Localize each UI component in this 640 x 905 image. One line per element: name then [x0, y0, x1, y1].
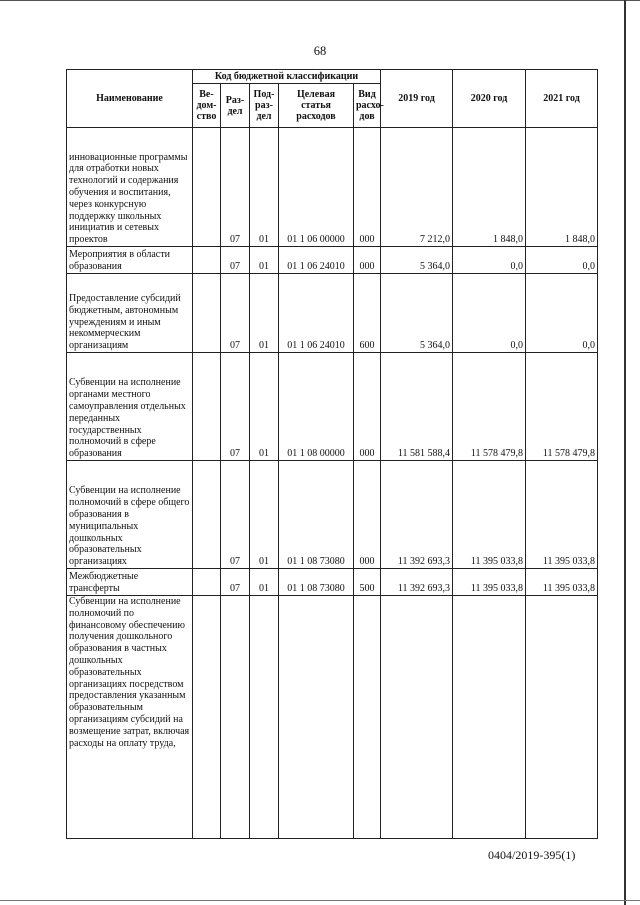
- row-name: Предоставление субсидий бюджетным, автономным учреждениям и иным некоммерческим организациям: [67, 274, 193, 353]
- row-2020: 0,0: [453, 274, 526, 353]
- header-name: Наименование: [67, 70, 193, 128]
- scan-edge-top: [0, 0, 640, 1]
- header-razdel: Раз- дел: [221, 84, 250, 128]
- row-2021: 11 395 033,8: [526, 569, 598, 596]
- row-podrazdel: 01: [250, 247, 279, 274]
- row-razdel: [221, 596, 250, 839]
- row-vedomstvo: [193, 353, 221, 461]
- row-vid: 600: [354, 274, 381, 353]
- row-razdel: 07: [221, 461, 250, 569]
- row-vid: 000: [354, 353, 381, 461]
- row-2021: 0,0: [526, 274, 598, 353]
- table-row: [67, 128, 598, 247]
- row-podrazdel: 01: [250, 274, 279, 353]
- row-razdel: 07: [221, 569, 250, 596]
- row-2019: 11 392 693,3: [381, 569, 453, 596]
- scan-edge-right: [624, 0, 626, 905]
- row-2019: [381, 596, 453, 839]
- row-2020: 0,0: [453, 247, 526, 274]
- table-row: [67, 247, 598, 274]
- row-name: инновационные программы для отработки новых технологий и содержания обучения и воспитания, через конкурсную поддержку школьных инициатив и сетевых проектов: [67, 128, 193, 247]
- row-name: Межбюджетные трансферты: [67, 569, 193, 596]
- row-podrazdel: 01: [250, 128, 279, 247]
- header-tselevaya: Целевая статья расходов: [279, 84, 354, 128]
- header-2021: 2021 год: [526, 70, 598, 128]
- row-vedomstvo: [193, 596, 221, 839]
- row-razdel: 07: [221, 128, 250, 247]
- row-2019: 5 364,0: [381, 274, 453, 353]
- row-2020: 11 395 033,8: [453, 461, 526, 569]
- row-2021: 11 395 033,8: [526, 461, 598, 569]
- row-vid: 000: [354, 128, 381, 247]
- row-2021: 11 578 479,8: [526, 353, 598, 461]
- row-name: Субвенции на исполнение полномочий по финансовому обеспечению получения дошкольного образования в частных дошкольных образовательных организациях посредством предоставления указанным образовательным организациям субсидий на возмещение затрат, включая расходы на оплату труда,: [67, 596, 193, 839]
- row-podrazdel: 01: [250, 569, 279, 596]
- table-header: [67, 70, 598, 128]
- row-vedomstvo: [193, 247, 221, 274]
- row-tselevaya: 01 1 06 24010: [279, 274, 354, 353]
- header-2019: 2019 год: [381, 70, 453, 128]
- row-vedomstvo: [193, 569, 221, 596]
- row-2020: 11 578 479,8: [453, 353, 526, 461]
- row-name: Субвенции на исполнение органами местного самоуправления отдельных переданных государственных полномочий в сфере образования: [67, 353, 193, 461]
- row-tselevaya: 01 1 08 73080: [279, 461, 354, 569]
- row-name: Мероприятия в области образования: [67, 247, 193, 274]
- row-vid: 000: [354, 461, 381, 569]
- header-vedomstvo: Ве- дом- ство: [193, 84, 221, 128]
- row-2020: 11 395 033,8: [453, 569, 526, 596]
- row-2019: 11 392 693,3: [381, 461, 453, 569]
- row-tselevaya: [279, 596, 354, 839]
- row-vedomstvo: [193, 461, 221, 569]
- header-podrazdel: Под- раз- дел: [250, 84, 279, 128]
- row-vid: [354, 596, 381, 839]
- page-number: 68: [313, 44, 327, 58]
- table-row: [67, 596, 598, 839]
- table-row: [67, 461, 598, 569]
- table-row: [67, 274, 598, 353]
- row-2019: 11 581 588,4: [381, 353, 453, 461]
- header-vid: Вид расхо- дов: [354, 84, 381, 128]
- row-name: Субвенции на исполнение полномочий в сфере общего образования в муниципальных дошкольных образовательных организациях: [67, 461, 193, 569]
- row-2021: 1 848,0: [526, 128, 598, 247]
- row-tselevaya: 01 1 06 24010: [279, 247, 354, 274]
- row-vid: 000: [354, 247, 381, 274]
- row-2020: [453, 596, 526, 839]
- row-tselevaya: 01 1 08 73080: [279, 569, 354, 596]
- budget-table: [66, 69, 598, 839]
- row-razdel: 07: [221, 353, 250, 461]
- row-vedomstvo: [193, 274, 221, 353]
- scan-edge-bottom: [0, 900, 640, 901]
- row-tselevaya: 01 1 06 00000: [279, 128, 354, 247]
- row-2020: 1 848,0: [453, 128, 526, 247]
- row-2021: [526, 596, 598, 839]
- row-2019: 7 212,0: [381, 128, 453, 247]
- row-2021: 0,0: [526, 247, 598, 274]
- row-2019: 5 364,0: [381, 247, 453, 274]
- header-2020: 2020 год: [453, 70, 526, 128]
- row-podrazdel: [250, 596, 279, 839]
- row-vedomstvo: [193, 128, 221, 247]
- row-razdel: 07: [221, 247, 250, 274]
- header-code-group: Код бюджетной классификации: [193, 70, 381, 84]
- row-tselevaya: 01 1 08 00000: [279, 353, 354, 461]
- row-podrazdel: 01: [250, 353, 279, 461]
- row-razdel: 07: [221, 274, 250, 353]
- row-vid: 500: [354, 569, 381, 596]
- table-row: [67, 569, 598, 596]
- table-row: [67, 353, 598, 461]
- document-code: 0404/2019-395(1): [488, 848, 576, 862]
- row-podrazdel: 01: [250, 461, 279, 569]
